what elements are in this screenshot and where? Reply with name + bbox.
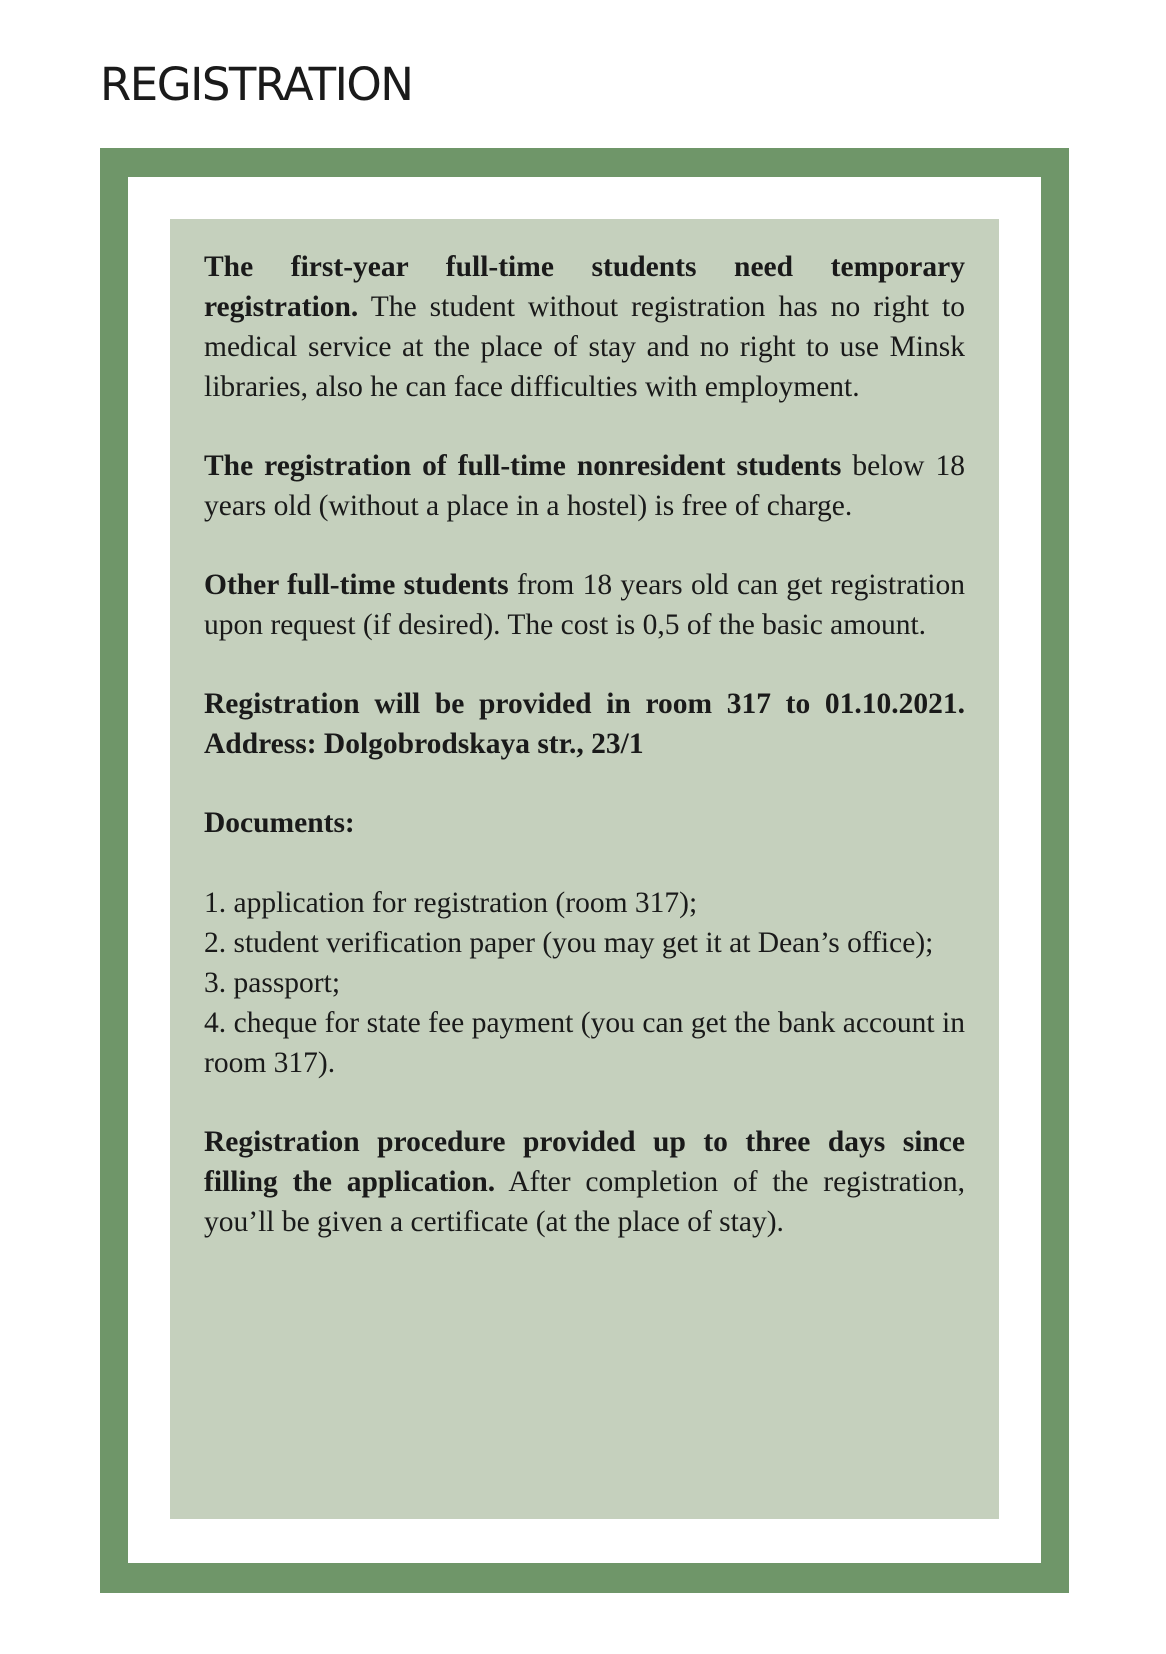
other-students-paragraph bbox=[204, 565, 965, 645]
intro-paragraph bbox=[204, 247, 965, 407]
location-paragraph: Registration will be provided in room 317 to 01.10.2021. Address: Dolgobrodskaya str., 23/1 bbox=[204, 688, 965, 760]
nonresident-paragraph-body: below 18 years old (without a place in a hostel) is free of charge. bbox=[204, 450, 965, 522]
page-title: REGISTRATION bbox=[100, 58, 413, 111]
other-students-paragraph-body: from 18 years old can get registration upon request (if desired). The cost is 0,5 of the basic amount. bbox=[204, 569, 966, 641]
documents-heading: Documents: bbox=[204, 807, 355, 839]
other-students-paragraph-lead: Other full-time students bbox=[204, 569, 509, 601]
intro-paragraph-lead: The first-year full-time students need temporary registration. bbox=[204, 251, 965, 323]
content-panel bbox=[170, 219, 999, 1519]
documents-list-item: 1. application for registration (room 317); bbox=[204, 887, 698, 919]
nonresident-paragraph bbox=[204, 446, 965, 526]
documents-list bbox=[204, 883, 965, 1083]
procedure-paragraph-lead: Registration procedure provided up to three days since filling the application. bbox=[204, 1126, 965, 1198]
procedure-paragraph bbox=[204, 1122, 965, 1242]
procedure-paragraph-body: After completion of the registration, you’ll be given a certificate (at the place of stay). bbox=[204, 1166, 965, 1238]
documents-list-item: 2. student verification paper (you may get it at Dean’s office); bbox=[204, 927, 934, 959]
documents-list-item: 3. passport; bbox=[204, 967, 341, 999]
intro-paragraph-body: The student without registration has no right to medical service at the place of stay and no right to use Minsk libraries, also he can face difficulties with employment. bbox=[204, 291, 965, 403]
documents-list-item: 4. cheque for state fee payment (you can get the bank account in room 317). bbox=[204, 1007, 965, 1079]
nonresident-paragraph-lead: The registration of full-time nonresident students bbox=[204, 450, 842, 482]
